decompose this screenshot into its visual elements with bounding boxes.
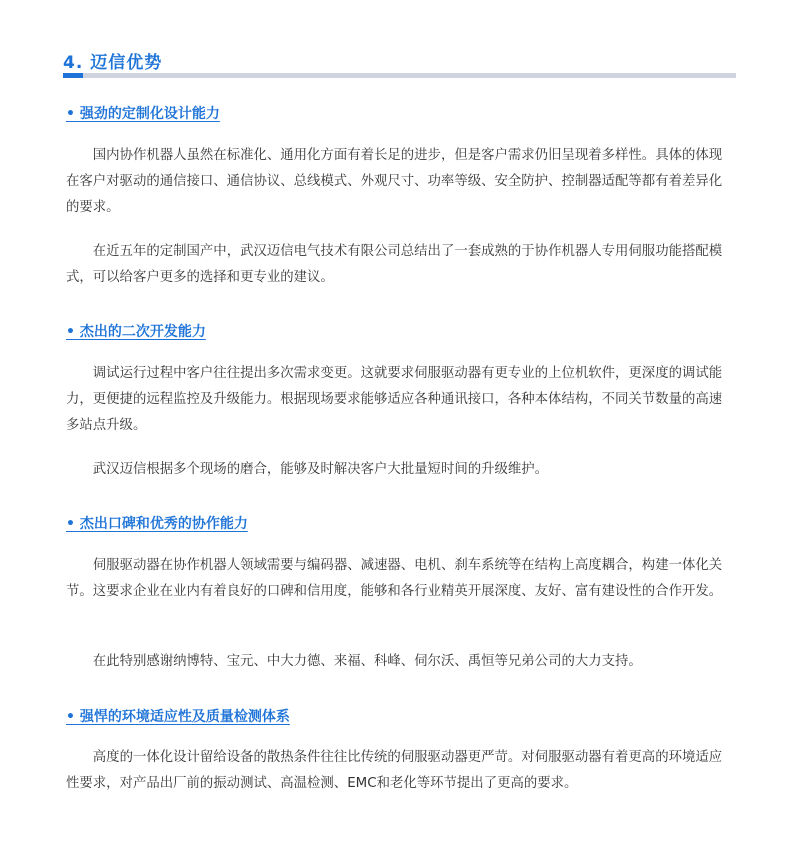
subheading-reputation-cooperation: • 杰出口碑和优秀的协作能力: [66, 516, 248, 532]
paragraph: 武汉迈信根据多个现场的磨合，能够及时解决客户大批量短时间的升级维护。: [92, 462, 549, 477]
paragraph: 在此特别感谢纳博特、宝元、中大力德、来福、科峰、伺尔沃、禹恒等兄弟公司的大力支持。: [92, 654, 642, 669]
subheading-environment-quality: • 强悍的环境适应性及质量检测体系: [66, 709, 290, 725]
section-title: 4. 迈信优势: [63, 53, 163, 73]
subheading-customization: • 强劲的定制化设计能力: [66, 106, 220, 122]
paragraph: 在近五年的定制国产中，武汉迈信电气技术有限公司总结出了一套成熟的于协作机器人专用伺服功能搭配模式，可以给客户更多的选择和更专业的建议。: [66, 244, 723, 285]
paragraph: 国内协作机器人虽然在标准化、通用化方面有着长足的进步，但是客户需求仍旧呈现着多样性。具体的体现在客户对驱动的通信接口、通信协议、总线模式、外观尺寸、功率等级、安全防护、控制器适配等都有着差异化的要求。: [66, 148, 723, 215]
header-divider: [63, 73, 736, 78]
paragraph: 伺服驱动器在协作机器人领域需要与编码器、减速器、电机、刹车系统等在结构上高度耦合，构建一体化关节。这要求企业在业内有着良好的口碑和信用度，能够和各行业精英开展深度、友好、富有建设性的合作开发。: [66, 558, 723, 599]
section-header: [63, 44, 736, 78]
subheading-secondary-development: • 杰出的二次开发能力: [66, 324, 206, 340]
paragraph: 调试运行过程中客户往往提出多次需求变更。这就要求伺服驱动器有更专业的上位机软件，更深度的调试能力，更便捷的远程监控及升级能力。根据现场要求能够适应各种通讯接口，各种本体结构，不同关节数量的高速多站点升级。: [66, 366, 723, 433]
header-divider-accent: [63, 73, 83, 78]
paragraph: 高度的一体化设计留给设备的散热条件往往比传统的伺服驱动器更严苛。对伺服驱动器有着更高的环境适应性要求，对产品出厂前的振动测试、高温检测、EMC和老化等环节提出了更高的要求。: [66, 750, 723, 791]
